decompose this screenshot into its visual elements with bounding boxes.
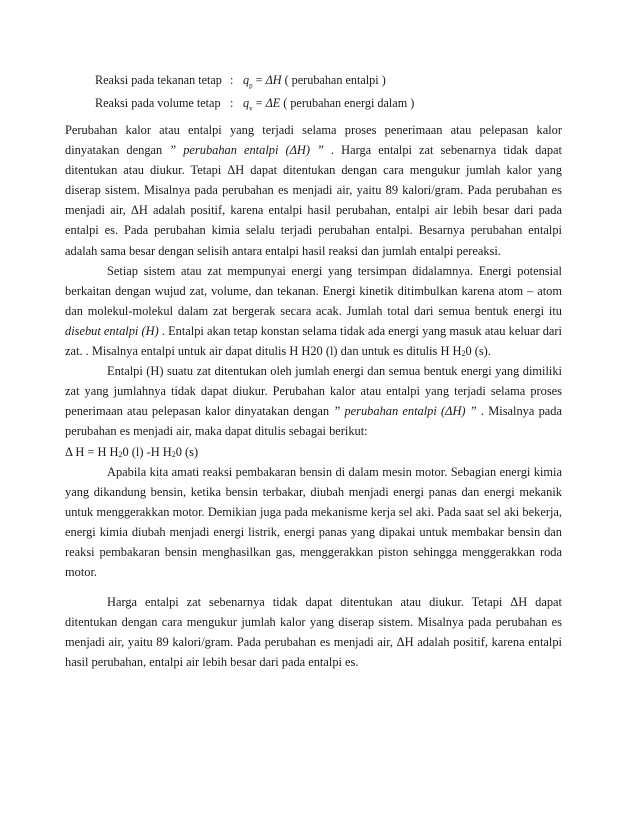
formula-description: ( perubahan entalpi ): [284, 73, 386, 87]
paragraph-5: Harga entalpi zat sebenarnya tidak dapat ditentukan atau diukur. Tetapi ΔH dapat ditentukan dengan cara mengukur jumlah kalor yang diserap sistem. Misalnya pada perubahan es menjadi air, yaitu 89 kalori/gram. Pada perubahan es menjadi air, ΔH adalah positif, karena entalpi hasil perubahan, entalpi air lebih besar dari pada entalpi es.: [65, 595, 562, 670]
paragraph-4: Apabila kita amati reaksi pembakaran bensin di dalam mesin motor. Sebagian energi kimia yang dikandung bensin, ketika bensin terbakar, diubah menjadi energi panas dan energi mekanik untuk menggerakkan motor. Demikian juga pada mekanisme kerja sel aki. Pada saat sel aki bekerja, energi kimia diubah menjadi energi listrik, energi panas yang dipakai untuk membakar bensin dan reaksi pembakaran bensin menghasilkan gas, menggerakkan piston sehingga menggerakkan roda motor.: [65, 464, 562, 580]
paragraph-2: [65, 261, 562, 361]
equation-text: 0 (l) -H H: [122, 444, 172, 459]
paragraph-text: . Harga entalpi zat sebenarnya tidak dapat ditentukan atau diukur. Tetapi ΔH dapat ditentukan dengan cara mengukur jumlah kalor yang diserap sistem. Misalnya pada perubahan es menjadi air, yaitu 89 kalori/gram. Pada perubahan es menjadi air, ΔH adalah positif, karena entalpi hasil perubahan, entalpi air lebih besar dari pada entalpi es. Pada perubahan kimia selalu terjadi perubahan entalpi. Besarnya perubahan entalpi adalah sama besar dengan selisih antara entalpi hasil reaksi dan jumlah entalpi pereaksi.: [65, 143, 562, 258]
formula-subscript: v: [249, 104, 253, 113]
formula-delta: ΔH: [265, 73, 282, 87]
formula-label: Reaksi pada volume tetap: [95, 96, 221, 110]
formula-q: q: [243, 73, 250, 87]
paragraph-text: . Misalnya pada perubahan es menjadi air, maka dapat ditulis sebagai berikut:: [65, 404, 562, 439]
paragraph-emphasis: ” perubahan entalpi (ΔH) ”: [169, 143, 324, 158]
equation-line: [65, 442, 562, 462]
subscript: 2: [171, 449, 176, 459]
paragraph-3: [65, 361, 562, 441]
paragraph-text: 0 (s).: [465, 344, 491, 359]
formula-line-pressure: [0, 73, 638, 89]
formula-subscript: p: [249, 81, 253, 90]
subscript: 2: [118, 449, 123, 459]
equation-text: 0 (s): [175, 444, 199, 459]
formula-expression: [243, 73, 386, 89]
formula-delta: ΔE: [265, 96, 281, 110]
formula-colon: :: [230, 73, 234, 87]
formula-equals: =: [255, 73, 263, 87]
formula-description: ( perubahan energi dalam ): [283, 96, 415, 110]
paragraph-emphasis: disebut entalpi (H): [65, 323, 159, 338]
paragraph-text: Perubahan kalor atau entalpi yang terjadi selama proses penerimaan atau pelepasan kalor dinyatakan dengan: [65, 123, 562, 158]
subscript: 2: [461, 349, 466, 359]
formula-equals: =: [255, 96, 263, 110]
equation-text: Δ H = H H: [65, 444, 119, 459]
paragraph-text: . Entalpi akan tetap konstan selama tidak ada energi yang masuk atau keluar dari zat. . Misalnya entalpi untuk air dapat ditulis H H20 (l) dan untuk es ditulis H H: [65, 323, 562, 359]
paragraph-emphasis: ” perubahan entalpi (ΔH) ”: [333, 404, 477, 419]
formula-q: q: [243, 96, 250, 110]
formula-label: Reaksi pada tekanan tetap: [95, 73, 222, 87]
formula-colon: :: [230, 96, 234, 110]
paragraph-1: [65, 120, 562, 261]
formula-line-volume: [0, 96, 638, 112]
paragraph-text: Entalpi (H) suatu zat ditentukan oleh jumlah energi dan semua bentuk energi yang dimiliki zat yang jumlahnya tidak dapat diukur. Perubahan kalor atau entalpi yang terjadi selama proses penerimaan atau pelepasan kalor dinyatakan dengan: [65, 364, 562, 419]
paragraph-text: Setiap sistem atau zat mempunyai energi yang tersimpan didalamnya. Energi potensial berkaitan dengan wujud zat, volume, dan tekanan. Energi kinetik ditimbulkan karena atom – atom dan molekul-molekul dalam zat bergerak secara acak. Jumlah total dari semua bentuk energi itu: [65, 263, 562, 318]
formula-expression: [243, 96, 414, 112]
body-text: [65, 120, 562, 673]
